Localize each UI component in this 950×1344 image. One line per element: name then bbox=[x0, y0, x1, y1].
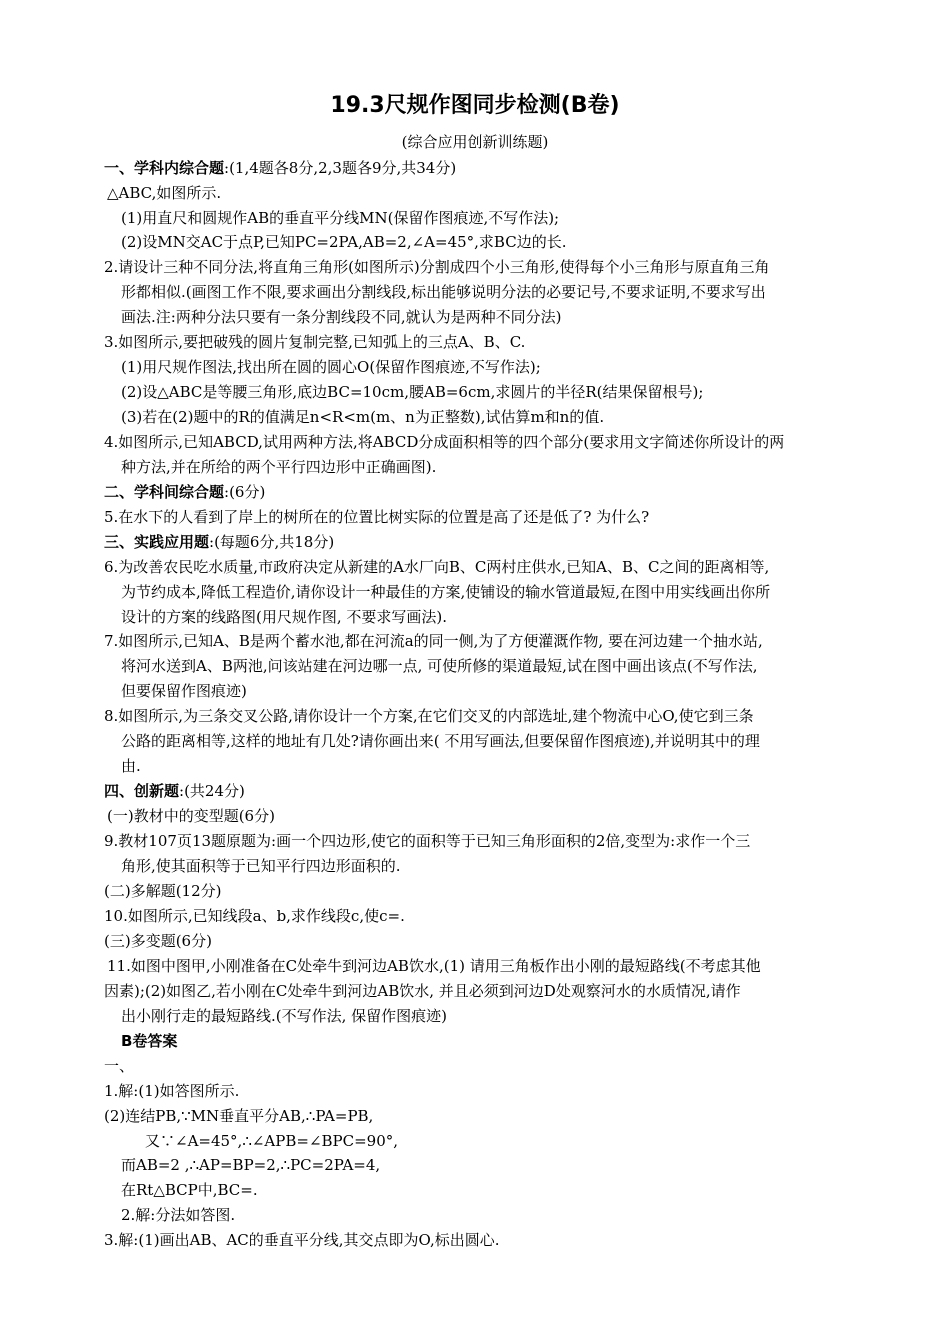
line-text: (1)用尺规作图法,找出所在圆的圆心O(保留作图痕迹,不写作法); bbox=[121, 358, 541, 376]
text-line bbox=[107, 956, 761, 976]
text-line bbox=[104, 906, 405, 926]
text-line bbox=[104, 432, 784, 452]
section-heading: 一、学科内综合题 bbox=[104, 159, 225, 177]
text-line bbox=[121, 232, 566, 252]
line-text: (2)连结PB,∵MN垂直平分AB,∴PA=PB, bbox=[104, 1107, 374, 1125]
text-line bbox=[121, 731, 760, 751]
text-line bbox=[104, 1106, 373, 1126]
text-line bbox=[121, 607, 447, 627]
line-text: 1.解:(1)如答图所示. bbox=[104, 1082, 240, 1100]
text-line bbox=[104, 1056, 134, 1076]
line-text: (2)设△ABC是等腰三角形,底边BC=10cm,腰AB=6cm,求圆片的半径R(结果保留根号); bbox=[121, 383, 704, 401]
line-text: 形都相似.(画图工作不限,要求画出分割线段,标出能够说明分法的必要记号,不要求证明,不要求写出 bbox=[121, 283, 766, 301]
line-text: 设计的方案的线路图(用尺规作图, 不要求写画法). bbox=[121, 608, 448, 626]
text-line bbox=[104, 1081, 239, 1101]
text-line bbox=[104, 831, 750, 851]
text-line bbox=[121, 856, 401, 876]
line-text: :(每题6分,共18分) bbox=[209, 533, 335, 551]
line-text: 11.如图中图甲,小刚准备在C处牵牛到河边AB饮水,(1) 请用三角板作出小刚的最短路线(不考虑其他 bbox=[107, 957, 761, 975]
line-text: 4.如图所示,已知ABCD,试用两种方法,将ABCD分成面积相等的四个部分(要求用文字简述你所设计的两 bbox=[104, 433, 785, 451]
line-text: 2.请设计三种不同分法,将直角三角形(如图所示)分割成四个小三角形,使得每个小三角形与原直角三角 bbox=[104, 258, 770, 276]
section-heading: 二、学科间综合题 bbox=[104, 483, 225, 501]
text-line bbox=[104, 981, 741, 1001]
text-line bbox=[104, 881, 222, 901]
line-text: :(6分) bbox=[224, 483, 266, 501]
line-text: :(共24分) bbox=[179, 782, 245, 800]
section-heading: 三、实践应用题 bbox=[104, 533, 210, 551]
text-line bbox=[121, 457, 436, 477]
line-text: 8.如图所示,为三条交叉公路,请你设计一个方案,在它们交叉的内部选址,建个物流中心O,使它到三条 bbox=[104, 707, 754, 725]
text-line bbox=[104, 257, 770, 277]
line-text: 出小刚行走的最短路线.(不写作法, 保留作图痕迹) bbox=[121, 1007, 448, 1025]
line-text: 5.在水下的人看到了岸上的树所在的位置比树实际的位置是高了还是低了? 为什么? bbox=[104, 508, 650, 526]
line-text: 种方法,并在所给的两个平行四边形中正确画图). bbox=[121, 458, 437, 476]
text-line bbox=[121, 357, 541, 377]
text-line bbox=[121, 208, 559, 228]
text-line bbox=[104, 332, 525, 352]
text-line bbox=[104, 631, 763, 651]
text-line bbox=[104, 1230, 500, 1250]
text-line bbox=[104, 931, 212, 951]
text-line bbox=[121, 1031, 177, 1051]
line-text: 又∵∠A=45°,∴∠APB=∠BPC=90°, bbox=[145, 1132, 399, 1150]
line-text: (3)若在(2)题中的R的值满足n<R<m(m、n为正整数),试估算m和n的值. bbox=[121, 408, 605, 426]
text-line bbox=[121, 656, 758, 676]
line-text: 因素);(2)如图乙,若小刚在C处牵牛到河边AB饮水, 并且必须到河边D处观察河水的水质情况,请作 bbox=[104, 982, 741, 1000]
page-subtitle: (综合应用创新训练题) bbox=[401, 133, 549, 151]
line-text: 而AB=2 ,∴AP=BP=2,∴PC=2PA=4, bbox=[121, 1156, 381, 1174]
text-line bbox=[104, 482, 265, 502]
line-text: 9.教材107页13题原题为:画一个四边形,使它的面积等于已知三角形面积的2倍,变型为:求作一个三 bbox=[104, 832, 751, 850]
page-title: 19.3尺规作图同步检测(B卷) bbox=[330, 93, 620, 118]
line-text: 2.解:分法如答图. bbox=[121, 1206, 236, 1224]
line-text: 3.解:(1)画出AB、AC的垂直平分线,其交点即为O,标出圆心. bbox=[104, 1231, 500, 1249]
text-line bbox=[107, 183, 221, 203]
text-line bbox=[104, 532, 334, 552]
text-line bbox=[121, 1180, 258, 1200]
line-text: 在Rt△BCP中,BC=. bbox=[121, 1181, 258, 1199]
text-line bbox=[104, 557, 769, 577]
line-text: 角形,使其面积等于已知平行四边形面积的. bbox=[121, 857, 401, 875]
text-line bbox=[121, 382, 703, 402]
text-line bbox=[121, 582, 770, 602]
line-text: 7.如图所示,已知A、B是两个蓄水池,都在河流a的同一侧,为了方便灌溉作物, 要在河边建一个抽水站, bbox=[104, 632, 763, 650]
line-text: 将河水送到A、B两池,问该站建在河边哪一点, 可使所修的渠道最短,试在图中画出该点(不写作法, bbox=[121, 657, 758, 675]
line-text: 6.为改善农民吃水质量,市政府决定从新建的A水厂向B、C两村庄供水,已知A、B、C之间的距离相等, bbox=[104, 558, 770, 576]
line-text: △ABC,如图所示. bbox=[107, 184, 222, 202]
text-line bbox=[121, 1006, 447, 1026]
line-text: (二)多解题(12分) bbox=[104, 882, 222, 900]
text-line bbox=[121, 1155, 380, 1175]
line-text: 公路的距离相等,这样的地址有几处?请你画出来( 不用写画法,但要保留作图痕迹),并说明其中的理 bbox=[121, 732, 760, 750]
line-text: 画法.注:两种分法只要有一条分割线段不同,就认为是两种不同分法) bbox=[121, 308, 562, 326]
text-line bbox=[121, 1205, 235, 1225]
section-heading: B卷答案 bbox=[121, 1032, 178, 1050]
line-text: 为节约成本,降低工程造价,请你设计一种最佳的方案,使铺设的输水管道最短,在图中用实线画出你所 bbox=[121, 583, 771, 601]
line-text: 由. bbox=[121, 757, 141, 775]
line-text: :(1,4题各8分,2,3题各9分,共34分) bbox=[224, 159, 457, 177]
text-line bbox=[121, 307, 561, 327]
line-text: 3.如图所示,要把破残的圆片复制完整,已知弧上的三点A、B、C. bbox=[104, 333, 526, 351]
line-text: (1)用直尺和圆规作AB的垂直平分线MN(保留作图痕迹,不写作法); bbox=[121, 209, 560, 227]
text-line bbox=[121, 282, 766, 302]
section-heading: 四、创新题 bbox=[104, 782, 180, 800]
text-line bbox=[121, 681, 247, 701]
text-line bbox=[104, 158, 456, 178]
text-line bbox=[107, 806, 275, 826]
text-line bbox=[104, 706, 754, 726]
text-line bbox=[104, 781, 245, 801]
line-text: (三)多变题(6分) bbox=[104, 932, 212, 950]
text-line bbox=[145, 1131, 398, 1151]
text-line bbox=[104, 507, 649, 527]
line-text: (2)设MN交AC于点P,已知PC=2PA,AB=2,∠A=45°,求BC边的长. bbox=[121, 233, 567, 251]
line-text: 10.如图所示,已知线段a、b,求作线段c,使c=. bbox=[104, 907, 405, 925]
text-line bbox=[121, 756, 141, 776]
text-line bbox=[121, 407, 604, 427]
line-text: (一)教材中的变型题(6分) bbox=[107, 807, 275, 825]
line-text: 但要保留作图痕迹) bbox=[121, 682, 247, 700]
line-text: 一、 bbox=[104, 1057, 135, 1075]
